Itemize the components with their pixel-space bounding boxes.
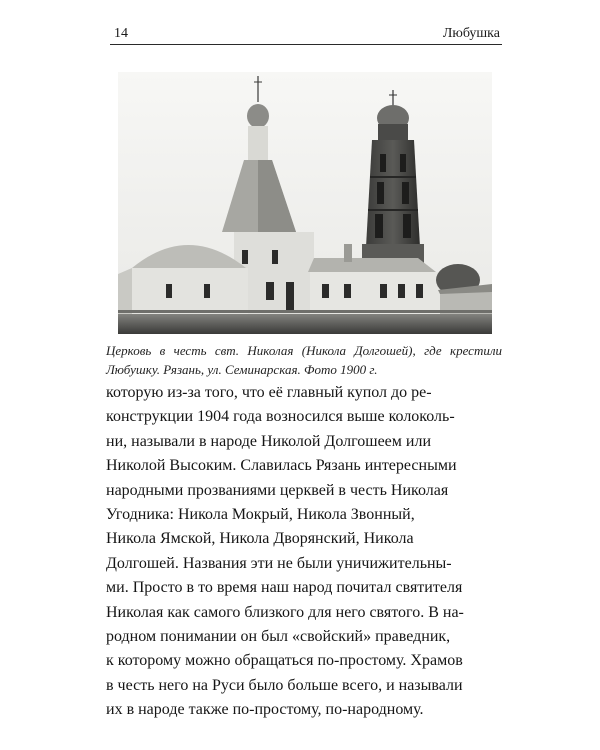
text-line: родном понимании он был «свойский» праведник, bbox=[106, 628, 451, 646]
text-line: конструкции 1904 года возносился выше колоколь- bbox=[106, 408, 455, 426]
church-photo bbox=[118, 72, 492, 334]
text-line: Никола Ямской, Никола Дворянский, Никола bbox=[106, 530, 414, 548]
text-line: ми. Просто в то время наш народ почитал святителя bbox=[106, 579, 463, 597]
page-number: 14 bbox=[114, 26, 128, 41]
body-text bbox=[106, 381, 504, 723]
text-line: Николая как самого близкого для него святого. В на- bbox=[106, 603, 464, 621]
text-line: Угодника: Никола Мокрый, Никола Звонный, bbox=[106, 506, 415, 524]
text-line: Долгошей. Названия эти не были уничижительны- bbox=[106, 554, 452, 572]
running-header bbox=[110, 26, 502, 45]
running-title: Любушка bbox=[442, 26, 500, 41]
text-line: Николой Высоким. Славилась Рязань интересными bbox=[106, 457, 457, 475]
photo-caption: Церковь в честь свт. Николая (Никола Долгошей), где крестили Любушку. Рязань, ул. Семинарская. Фото 1900 г. bbox=[106, 343, 502, 377]
text-line: к которому можно обращаться по-простому. Храмов bbox=[106, 652, 463, 670]
text-line: ни, называли в народе Николой Долгошеем или bbox=[106, 432, 432, 450]
text-line: которую из-за того, что её главный купол до ре- bbox=[106, 384, 432, 401]
text-line: их в народе также по-простому, по-народному. bbox=[106, 701, 424, 719]
text-line: в честь него на Руси было больше всего, и называли bbox=[106, 676, 463, 694]
text-line: народными прозваниями церквей в честь Николая bbox=[106, 481, 449, 499]
